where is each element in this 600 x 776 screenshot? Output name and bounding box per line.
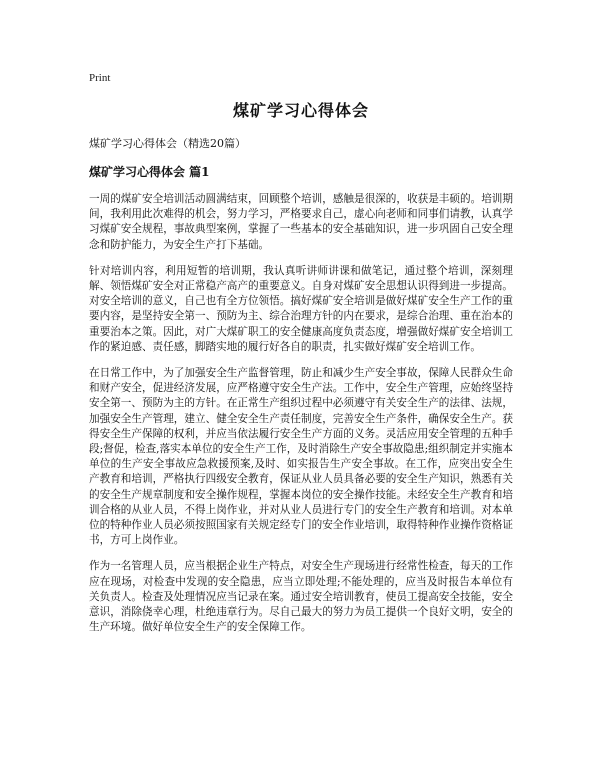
paragraph-4: 作为一名管理人员，应当根据企业生产特点，对安全生产现场进行经常性检查，每天的工作应在现场，对检查中发现的安全隐患，应当立即处理;不能处理的，应当及时报告本单位有关负责人。检查及处理情况应当记录在案。通过安全培训教育，使员工提高安全技能，安全意识，消除侥幸心理，杜绝违章行为。尽自己最大的努力为员工提供一个良好文明，安全的生产环境。做好单位安全生产的安全保障工作。: [89, 560, 513, 634]
document-title: 煤矿学习心得体会: [232, 101, 369, 120]
print-link[interactable]: Print: [89, 72, 111, 84]
paragraph-1: 一周的煤矿安全培训活动圆满结束，回顾整个培训，感触是很深的，收获是丰硕的。培训期间，我利用此次难得的机会，努力学习，严格要求自己，虚心向老师和同事们请教，认真学习煤矿安全规程，事故典型案例，掌握了一些基本的安全基础知识，进一步巩固自己安全理念和防护能力，为安全生产打下基础。: [89, 193, 513, 251]
document-subtitle: 煤矿学习心得体会（精选20篇）: [89, 137, 246, 150]
document-page: [89, 72, 513, 646]
paragraph-2: 针对培训内容，利用短暂的培训期，我认真听讲师讲课和做笔记，通过整个培训，深刻理解、领悟煤矿安全对正常稳产高产的重要意义。自身对煤矿安全思想认识得到进一步提高。对安全培训的意义，自己也有全方位领悟。搞好煤矿安全培训是做好煤矿安全生产工作的重要内容，是坚持安全第一、预防为主、综合治理方针的内在要求，是综合治理、重在治本的重要治本之策。因此，对广大煤矿职工的安全健康高度负责态度，增强做好煤矿安全培训工作的紧迫感、责任感，脚踏实地的履行好各自的职责，扎实做好煤矿安全培训工作。: [89, 264, 513, 353]
paragraph-3: 在日常工作中，为了加强安全生产监督管理，防止和减少生产安全事故，保障人民群众生命和财产安全，促进经济发展，应严格遵守安全生产法。工作中，安全生产管理，应始终坚持安全第一、预防为主的方针。在正常生产组织过程中必须遵守有关安全生产的法律、法规，加强安全生产管理，建立、健全安全生产责任制度，完善安全生产条件，确保安全生产。获得安全生产保障的权利，并应当依法履行安全生产方面的义务。灵活应用安全管理的五种手段;督促，检查,落实本单位的安全生产工作，及时消除生产安全事故隐患;组织制定并实施本单位的生产安全事故应急救援预案,及时、如实报告生产安全事故。在工作，应突出安全生产教育和培训，严格执行四级安全教育，保证从业人员具备必要的安全生产知识，熟悉有关的安全生产规章制度和安全操作规程，掌握本岗位的安全操作技能。未经安全生产教育和培训合格的从业人员，不得上岗作业，并对从业人员进行专门的安全生产教育和培训。对本单位的特种作业人员必须按照国家有关规定经专门的安全作业培训，取得特种作业操作资格证书，方可上岗作业。: [89, 367, 513, 547]
section-heading: 煤矿学习心得体会 篇1: [89, 165, 210, 179]
